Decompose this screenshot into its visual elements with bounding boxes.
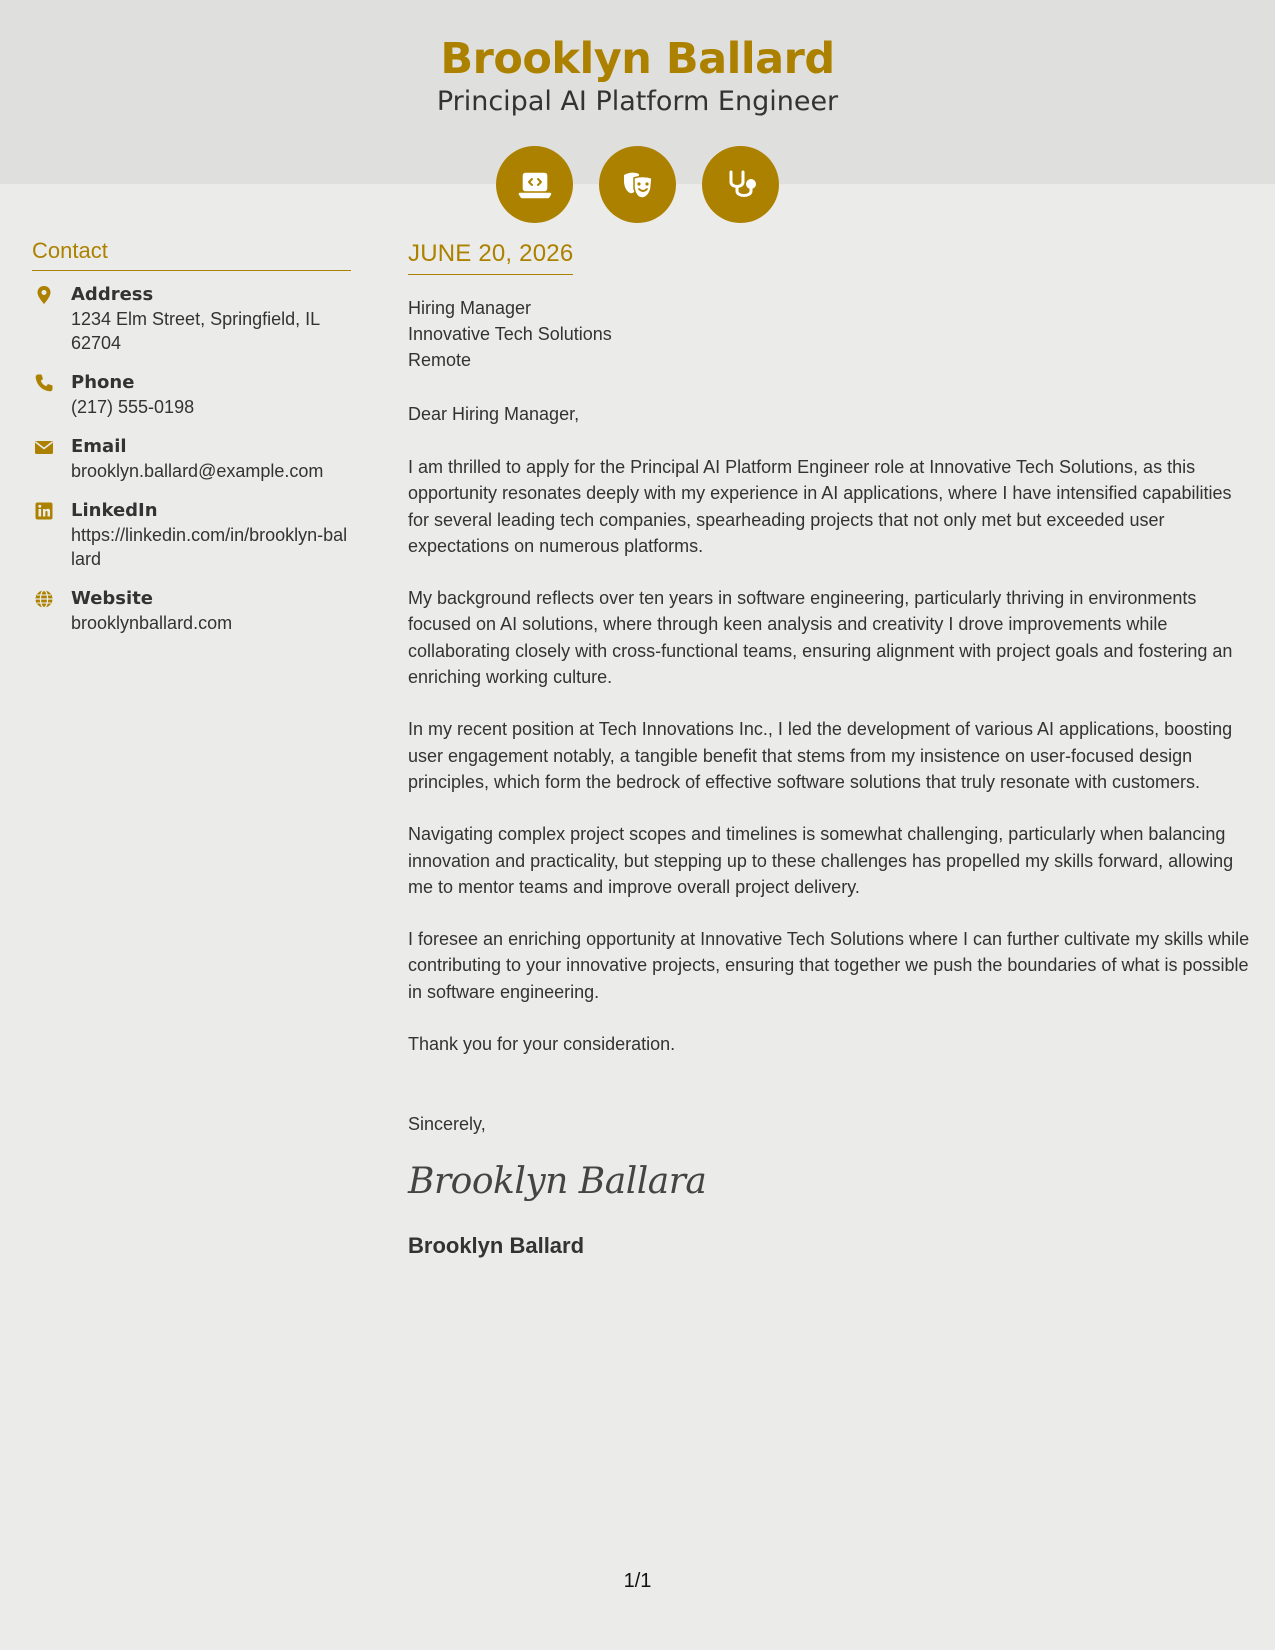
letter-paragraph: My background reflects over ten years in software engineering, particularly thriving in environments focused on AI solutions, where through keen analysis and creativity I drove improvements while collaborating closely with cross-functional teams, ensuring alignment with project goals and fostering an enriching working culture. bbox=[408, 588, 1233, 688]
phone-icon bbox=[34, 373, 54, 393]
contact-sidebar bbox=[32, 238, 351, 651]
contact-heading: Contact bbox=[32, 238, 351, 271]
letter-paragraph: Navigating complex project scopes and timelines is somewhat challenging, particularly when balancing innovation and practicality, but stepping up to these challenges has propelled my skills forward, allowing me to mentor teams and improve overall project delivery. bbox=[408, 824, 1234, 897]
contact-email bbox=[32, 435, 351, 483]
contact-label: Website bbox=[71, 588, 154, 609]
linkedin-icon bbox=[34, 501, 54, 521]
stethoscope-icon bbox=[702, 146, 779, 223]
globe-icon bbox=[34, 589, 54, 609]
greeting: Dear Hiring Manager, bbox=[408, 404, 580, 424]
contact-label: Email bbox=[71, 436, 127, 457]
handwritten-signature: Brooklyn Ballara bbox=[408, 1161, 707, 1203]
contact-phone bbox=[32, 371, 351, 419]
contact-label: Address bbox=[71, 284, 154, 305]
recipient-line: Remote bbox=[408, 350, 472, 370]
letter-paragraph: I am thrilled to apply for the Principal AI Platform Engineer role at Innovative Tech Solutions, as this opportunity resonates deeply with my experience in AI applications, where I have intensified capabilities for several leading tech companies, spearheading projects that not only met but exceeded user expectations on numerous platforms. bbox=[408, 457, 1232, 556]
letter-body bbox=[408, 240, 1253, 1259]
job-title: Principal AI Platform Engineer bbox=[436, 86, 839, 117]
laptop-code-icon bbox=[496, 146, 573, 223]
contact-value: 1234 Elm Street, Springfield, IL 62704 bbox=[71, 309, 320, 353]
recipient-line: Innovative Tech Solutions bbox=[408, 324, 612, 344]
contact-label: LinkedIn bbox=[71, 500, 158, 521]
letter-paragraph: In my recent position at Tech Innovations Inc., I led the development of various AI applications, boosting user engagement notably, a tangible benefit that stems from my insistence on user-focused design principles, which form the bedrock of effective software solutions that truly resonate with customers. bbox=[408, 719, 1233, 792]
map-pin-icon bbox=[34, 285, 54, 305]
thanks-line: Thank you for your consideration. bbox=[408, 1034, 676, 1055]
contact-value[interactable]: https://linkedin.com/in/brooklyn-ballard bbox=[71, 525, 348, 569]
applicant-name: Brooklyn Ballard bbox=[440, 34, 835, 84]
recipient-line: Hiring Manager bbox=[408, 298, 532, 318]
envelope-icon bbox=[34, 437, 54, 457]
recipient-block bbox=[408, 295, 1253, 373]
contact-linkedin bbox=[32, 499, 351, 571]
page-number: 1/1 bbox=[623, 1570, 652, 1592]
contact-website bbox=[32, 587, 351, 635]
contact-value[interactable]: brooklynballard.com bbox=[71, 613, 233, 633]
signer-name: Brooklyn Ballard bbox=[408, 1233, 585, 1259]
contact-label: Phone bbox=[71, 372, 135, 393]
contact-value: brooklyn.ballard@example.com bbox=[71, 461, 324, 481]
theater-masks-icon bbox=[599, 146, 676, 223]
closing-line: Sincerely, bbox=[408, 1114, 486, 1135]
contact-address bbox=[32, 283, 351, 355]
letter-date: JUNE 20, 2026 bbox=[408, 240, 573, 275]
header-icons bbox=[0, 146, 1275, 223]
contact-value: (217) 555-0198 bbox=[71, 397, 195, 417]
letter-paragraph: I foresee an enriching opportunity at Innovative Tech Solutions where I can further cultivate my skills while contributing to your innovative projects, ensuring that together we push the boundaries of what is possible in software engineering. bbox=[408, 929, 1250, 1002]
